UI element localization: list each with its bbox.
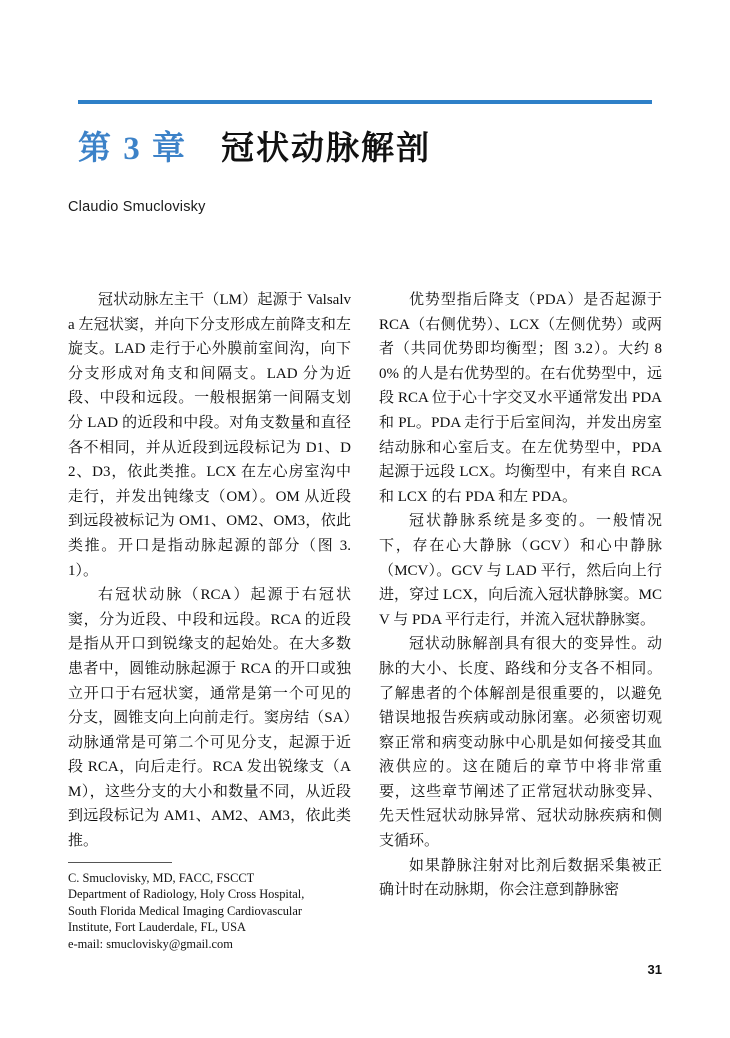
chapter-author: Claudio Smuclovisky <box>68 199 206 215</box>
body-columns <box>68 288 662 960</box>
footnote-line: Institute, Fort Lauderdale, FL, USA <box>68 920 246 935</box>
chapter-number: 第 3 章 <box>78 131 187 167</box>
paragraph: 右冠状动脉（RCA）起源于右冠状窦，分为近段、中段和远段。RCA 的近段是指从开口到锐缘支的起始处。在大多数患者中，圆锥动脉起源于 RCA 的开口或独立开口于右冠状窦，通常是第一个可见的分支，圆锥支向上向前走行。窦房结（SA）动脉通常是可第二个可见分支，起源于近段 RCA，向后走行。RCA 发出锐缘支（AM），这些分支的大小和数量不同，从近段到远段标记为 AM1、AM2、AM3，依此类推。 <box>68 587 351 850</box>
chapter-title: 冠状动脉解剖 <box>221 131 431 167</box>
right-column <box>379 288 662 903</box>
paragraph: 冠状动脉解剖具有很大的变异性。动脉的大小、长度、路线和分支各不相同。了解患者的个体解剖是很重要的，以避免错误地报告疾病或动脉闭塞。必须密切观察正常和病变动脉中心肌是如何接受其血液供应的。这在随后的章节中将非常重要，这些章节阐述了正常冠状动脉变异、先天性冠状动脉异常、冠状动脉疾病和侧支循环。 <box>379 636 662 850</box>
footnote-line: C. Smuclovisky, MD, FACC, FSCCT <box>68 871 255 885</box>
chapter-title-row <box>78 122 652 169</box>
chapter-header <box>78 100 652 169</box>
footnote-line: Department of Radiology, Holy Cross Hospital, <box>68 887 305 902</box>
page-number: 31 <box>647 962 662 977</box>
footnote-email: e-mail: smuclovisky@gmail.com <box>68 936 233 951</box>
paragraph: 冠状动脉左主干（LM）起源于 Valsalva 左冠状窦，并向下分支形成左前降支和左旋支。LAD 走行于心外膜前室间沟，向下分支形成对角支和间隔支。LAD 分为近段、中段和远段。一般根据第一间隔支划分 LAD 的近段和中段。对角支数量和直径各不相同，并从近段到远段标记为 D1、D2、D3，依此类推。LCX 在左心房室沟中走行，并发出钝缘支（OM）。OM 从近段到远段被标记为 OM1、OM2、OM3，依此类推。开口是指动脉起源的部分（图 3.1）。 <box>68 292 351 579</box>
footnote-line: South Florida Medical Imaging Cardiovascular <box>68 903 302 918</box>
paragraph: 优势型指后降支（PDA）是否起源于 RCA（右侧优势）、LCX（左侧优势）或两者（共同优势即均衡型；图 3.2）。大约 80% 的人是右优势型的。在右优势型中，远段 RCA 位于心十字交叉水平通常发出 PDA 和 PL。PDA 走行于后室间沟，并发出房室结动脉和心室后支。在左优势型中，PDA 起源于远段 LCX。均衡型中，有来自 RCA 和 LCX 的右 PDA 和左 PDA。 <box>379 292 662 505</box>
paragraph: 冠状静脉系统是多变的。一般情况下，存在心大静脉（GCV）和心中静脉（MCV）。GCV 与 LAD 平行，然后向上行进，穿过 LCX，向后流入冠状静脉窦。MCV 与 PDA 平行走行，并流入冠状静脉窦。 <box>379 513 662 628</box>
left-column <box>68 288 351 854</box>
paragraph: 如果静脉注射对比剂后数据采集被正确计时在动脉期，你会注意到静脉密 <box>379 857 662 899</box>
footnote-divider-rule <box>68 862 172 863</box>
author-footnote <box>68 862 358 952</box>
chapter-divider-rule <box>78 100 652 104</box>
